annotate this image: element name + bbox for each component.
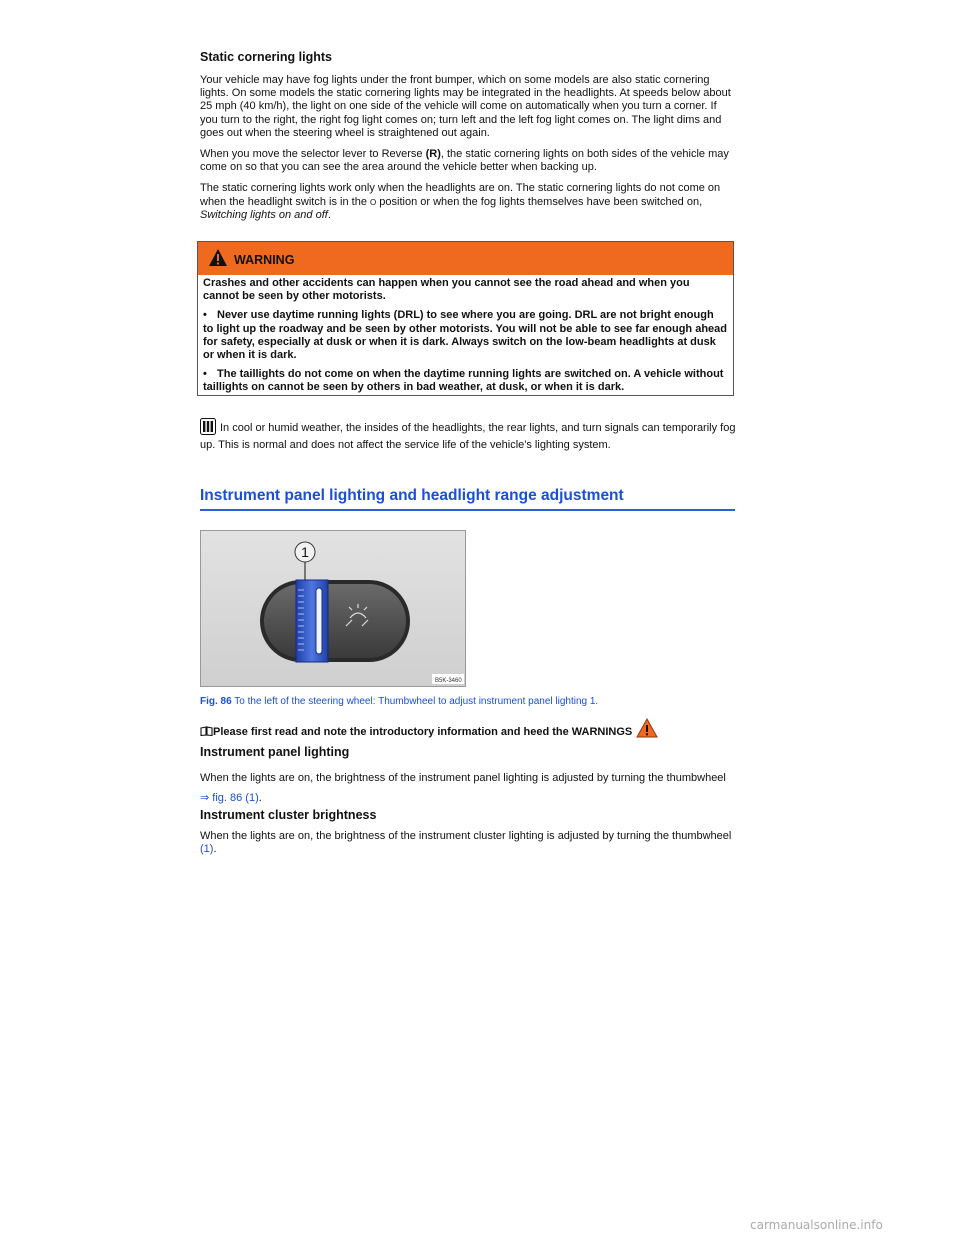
reverse-label: (R) bbox=[425, 148, 441, 161]
section-heading: Static cornering lights bbox=[200, 50, 332, 64]
paragraph bbox=[200, 148, 736, 174]
info-icon bbox=[200, 418, 216, 439]
text: When you move the selector lever to Reverse bbox=[200, 148, 426, 161]
warning-triangle-icon[interactable] bbox=[636, 718, 658, 741]
read-first-notice bbox=[200, 718, 658, 741]
caption-label: Fig. 86 bbox=[200, 696, 232, 707]
paragraph bbox=[200, 830, 736, 856]
section-heading: Instrument cluster brightness bbox=[200, 808, 377, 822]
text: When the lights are on, the brightness of the instrument panel lighting is adjusted by turning the thumbwheel bbox=[200, 772, 726, 784]
paragraph bbox=[200, 182, 736, 222]
figure-reference-link[interactable]: (1) bbox=[200, 843, 214, 856]
static-cornering-section bbox=[200, 50, 736, 230]
warning-bullet bbox=[203, 309, 727, 362]
note-paragraph bbox=[200, 418, 736, 452]
bullet-text: Never use daytime running lights (DRL) to see where you are going. DRL are not bright enough to light up the roadway and be seen by other motorists. You will not be able to see far enough ahead for safety, especially at dusk or when it is dark. Always switch on the low-beam headlights at dusk or when it is dark. bbox=[203, 309, 727, 362]
text: , the static cornering lights on both sides of the vehicle may come on so that you can see the area around the vehicle better when backing up. bbox=[200, 148, 729, 174]
paragraph: Your vehicle may have fog lights under the front bumper, which on some models are also static cornering lights. On some models the static cornering lights may be integrated in the headlights. At speeds below about 25 mph (40 km/h), the light on one side of the vehicle will come on automatically when you turn a corner. If you turn to the right, the right fog light comes on; turn left and the left fog light comes on. The light dims and goes out when the steering wheel is straightened out again. bbox=[200, 74, 731, 139]
instrument-cluster-brightness-section bbox=[200, 808, 736, 864]
text: position or when the fog lights themselves have been switched on, bbox=[376, 195, 703, 208]
paragraph bbox=[200, 768, 736, 808]
warning-body bbox=[198, 275, 733, 395]
cross-reference-link[interactable]: Switching lights on and off bbox=[200, 208, 328, 221]
note-text: In cool or humid weather, the insides of the headlights, the rear lights, and turn signals can temporarily fog up. This is normal and does not affect the service life of the vehicle's lighting system. bbox=[200, 422, 736, 452]
warning-triangle-icon bbox=[208, 248, 228, 272]
warning-header bbox=[198, 242, 733, 275]
read-first-text: Please first read and note the introductory information and heed the WARNINGS bbox=[213, 726, 633, 738]
instrument-panel-lighting-section bbox=[200, 745, 736, 812]
info-note bbox=[200, 418, 736, 452]
text: When the lights are on, the brightness of the instrument cluster lighting is adjusted by turning the thumbwheel bbox=[200, 830, 732, 842]
text: . bbox=[213, 843, 217, 856]
thumbwheel-figure bbox=[200, 530, 466, 687]
warning-box bbox=[197, 241, 734, 396]
section-title: Instrument panel lighting and headlight range adjustment bbox=[200, 487, 735, 511]
off-position-symbol: O bbox=[370, 197, 377, 207]
bullet-symbol: • bbox=[203, 368, 207, 381]
figure-reference-link[interactable]: ⇒ fig. 86 (1) bbox=[200, 792, 259, 804]
figure-callout: 1 bbox=[301, 544, 309, 560]
text: The static cornering lights work only when the headlights are on. The static cornering lights do not come on when the headlight switch is in the bbox=[200, 182, 721, 208]
watermark-footer: carmanualsonline.info bbox=[750, 1218, 883, 1232]
text: . bbox=[258, 792, 262, 804]
figure-caption bbox=[200, 696, 598, 707]
book-icon bbox=[200, 726, 213, 738]
bullet-symbol: • bbox=[203, 309, 207, 322]
caption-text: To the left of the steering wheel: Thumbwheel to adjust instrument panel lighting 1. bbox=[231, 696, 599, 707]
text: . bbox=[327, 208, 331, 221]
warning-title: WARNING bbox=[234, 253, 295, 267]
figure-code: B5K-3460 bbox=[435, 678, 462, 684]
warning-intro: Crashes and other accidents can happen when you cannot see the road ahead and when you cannot be seen by other motorists. bbox=[203, 277, 690, 303]
bullet-text: The taillights do not come on when the daytime running lights are switched on. A vehicle without taillights on cannot be seen by others in bad weather, at dusk, or when it is dark. bbox=[203, 368, 724, 394]
section-heading: Instrument panel lighting bbox=[200, 745, 350, 759]
warning-bullet bbox=[203, 368, 727, 394]
